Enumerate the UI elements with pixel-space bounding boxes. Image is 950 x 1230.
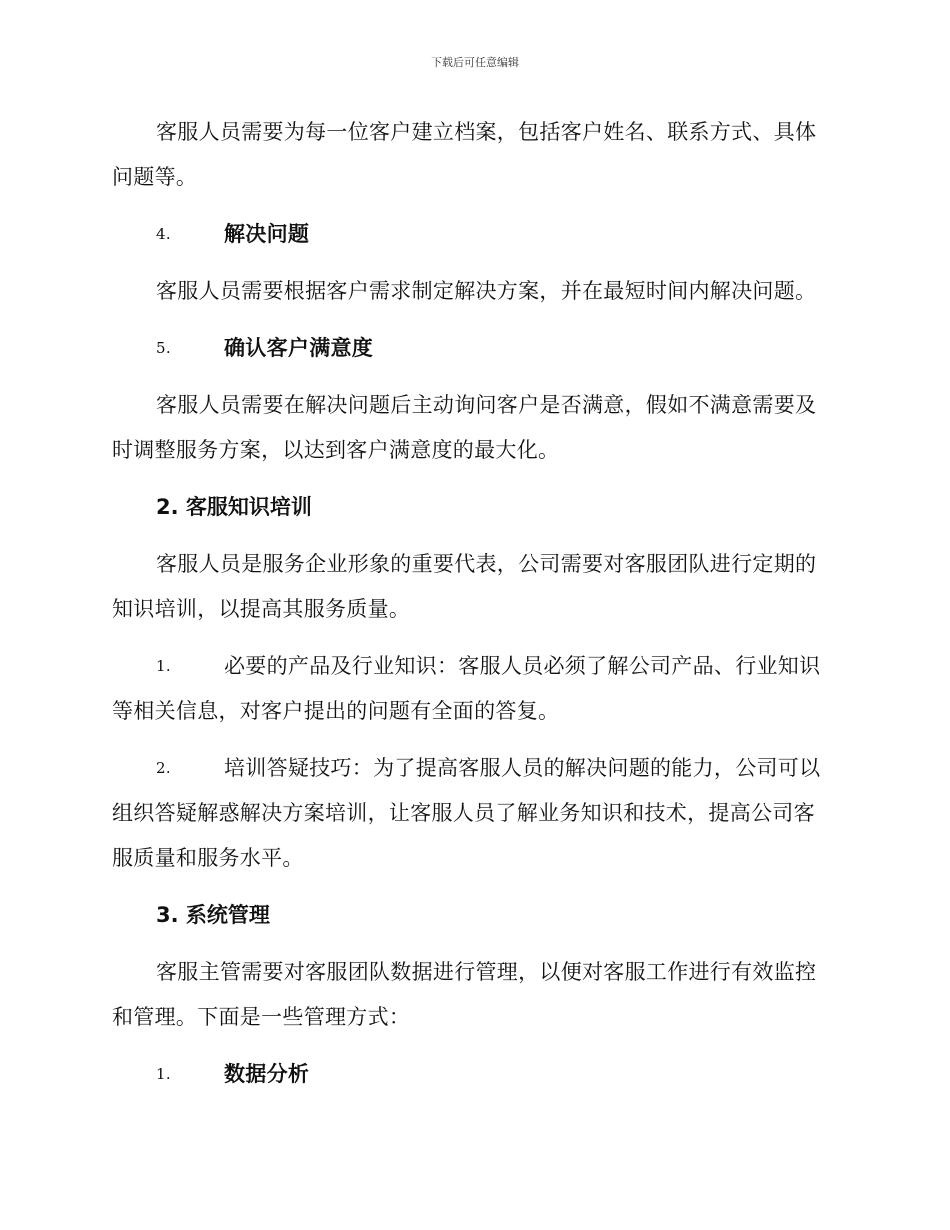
list-item-data-analysis (112, 1052, 834, 1097)
document-body (112, 110, 834, 1109)
list-item-solve-problem (112, 212, 834, 257)
list-heading: 确认客户满意度 (224, 336, 374, 360)
list-text: 培训答疑技巧：为了提高客服人员的解决问题的能力，公司可以组织答疑解惑解决方案培训，让客服人员了解业务知识和技术，提高公司客服质量和服务水平。 (112, 756, 821, 870)
paragraph-solve-problem: 客服人员需要根据客户需求制定解决方案，并在最短时间内解决问题。 (156, 279, 817, 303)
list-text: 必要的产品及行业知识：客服人员必须了解公司产品、行业知识等相关信息，对客户提出的问题有全面的答复。 (112, 654, 821, 723)
list-heading: 解决问题 (224, 222, 310, 246)
section-heading-system-management: 3. 系统管理 (156, 903, 270, 927)
section-heading-training: 2. 客服知识培训 (156, 495, 312, 519)
list-number: 5. (156, 339, 171, 357)
paragraph-system-management: 客服主管需要对客服团队数据进行管理，以便对客服工作进行有效监控和管理。下面是一些管理方式： (112, 960, 817, 1029)
list-item-qa-skills (112, 746, 834, 881)
list-number: 1. (156, 657, 171, 675)
list-number: 2. (156, 759, 171, 777)
list-number: 1. (156, 1065, 171, 1083)
list-heading: 数据分析 (224, 1062, 310, 1086)
list-item-product-knowledge (112, 644, 834, 734)
paragraph-training-intro: 客服人员是服务企业形象的重要代表，公司需要对客服团队进行定期的知识培训，以提高其服务质量。 (112, 552, 817, 621)
paragraph-satisfaction: 客服人员需要在解决问题后主动询问客户是否满意，假如不满意需要及时调整服务方案，以达到客户满意度的最大化。 (112, 393, 817, 462)
list-number: 4. (156, 225, 171, 243)
paragraph-customer-archive: 客服人员需要为每一位客户建立档案，包括客户姓名、联系方式、具体问题等。 (112, 120, 817, 189)
page-header: 下载后可任意编辑 (431, 56, 519, 69)
list-item-satisfaction (112, 326, 834, 371)
